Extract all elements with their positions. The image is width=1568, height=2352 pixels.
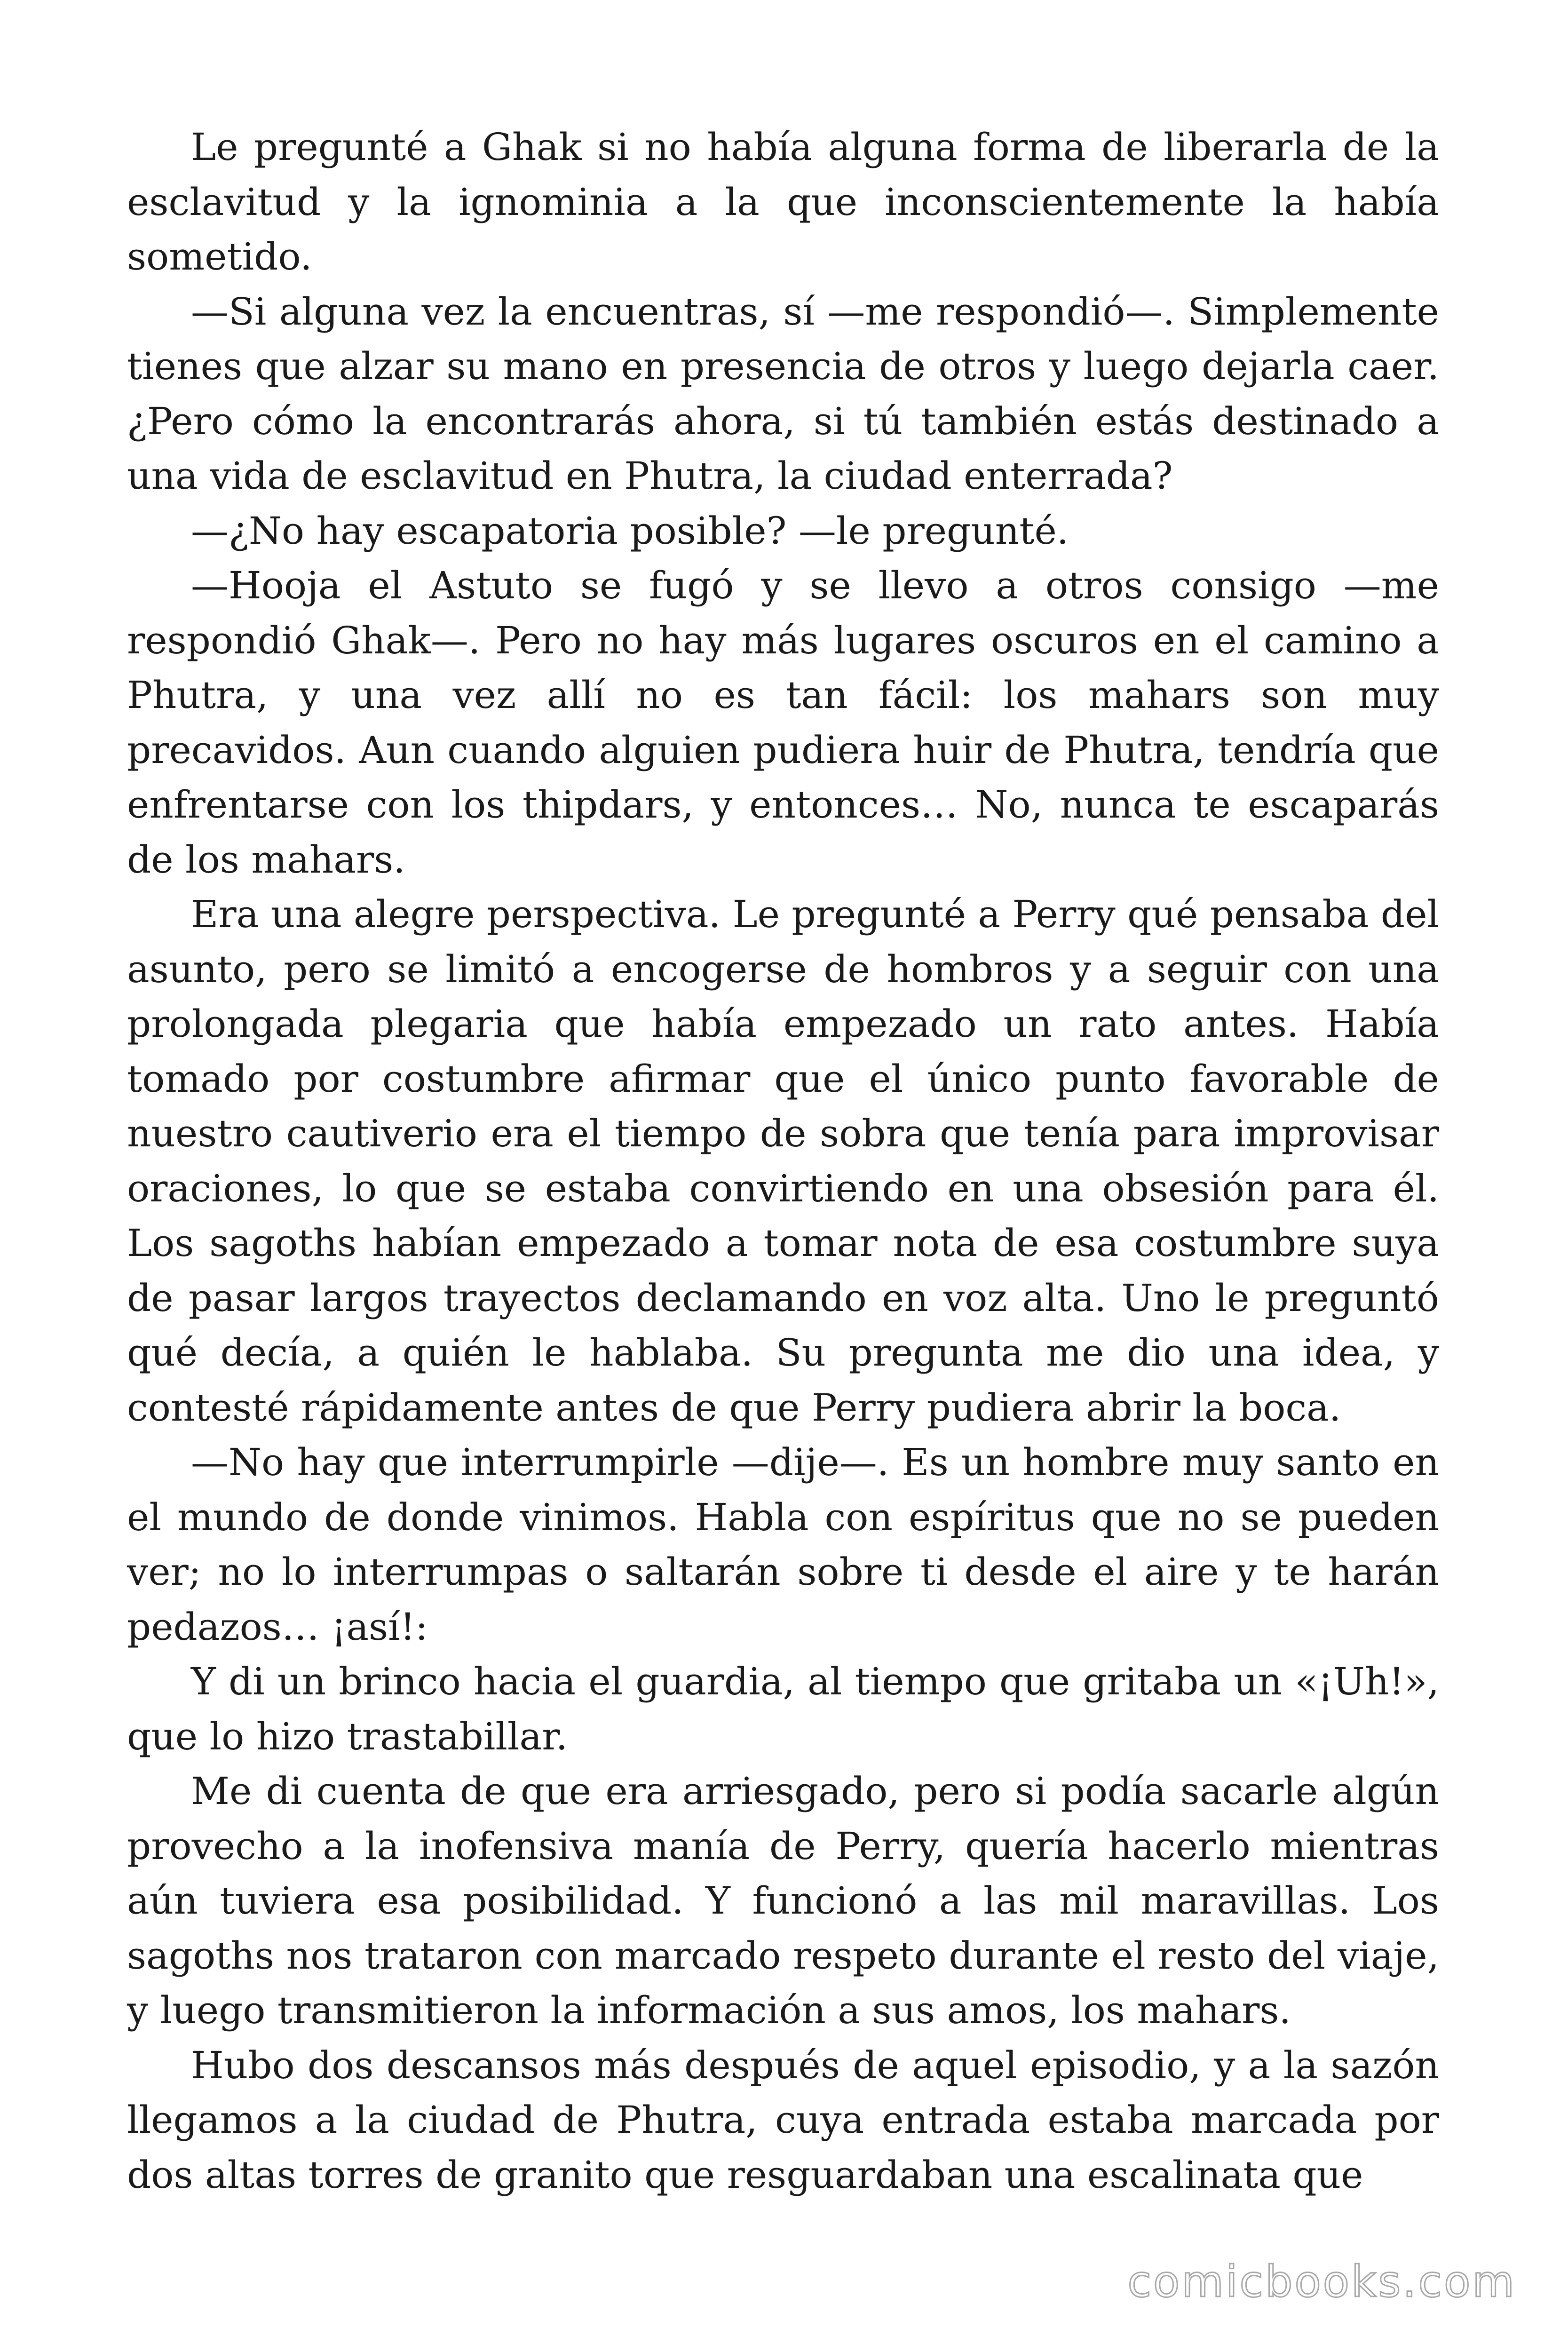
paragraph-2: —Si alguna vez la encuentras, sí —me respondió—. Simplemente tienes que alzar su mano en presencia de otros y luego dejarla caer. ¿Pero cómo la encontrarás ahora, si tú también estás destinado a una vida de esclavitud en Phutra, la ciudad enterrada? [127,289,1439,498]
watermark: comicbooks.com [1127,2257,1516,2307]
paragraph-4: —Hooja el Astuto se fugó y se llevo a otros consigo —me respondió Ghak—. Pero no hay más lugares oscuros en el camino a Phutra, y una vez allí no es tan fácil: los mahars son muy precavidos. Aun cuando alguien pudiera huir de Phutra, tendría que enfrentarse con los thipdars, y entonces… No, nunca te escaparás de los mahars. [127,564,1439,882]
paragraph-8: Me di cuenta de que era arriesgado, pero si podía sacarle algún provecho a la inofensiva manía de Perry, quería hacerlo mientras aún tuviera esa posibilidad. Y funcionó a las mil maravillas. Los sagoths nos trataron con marcado respeto durante el resto del viaje, y luego transmitieron la información a sus amos, los mahars. [127,1769,1439,2032]
paragraph-3: —¿No hay escapatoria posible? —le pregunté. [191,509,1069,553]
paragraph-5: Era una alegre perspectiva. Le pregunté a Perry qué pensaba del asunto, pero se limitó a encogerse de hombros y a seguir con una prolongada plegaria que había empezado un rato antes. Había tomado por costumbre afirmar que el único punto favorable de nuestro cautiverio era el tiempo de sobra que tenía para improvisar oraciones, lo que se estaba convirtiendo en una obsesión para él. Los sagoths habían empezado a tomar nota de esa costumbre suya de pasar largos trayectos declamando en voz alta. Uno le preguntó qué decía, a quién le hablaba. Su pregunta me dio una idea, y contesté rápidamente antes de que Perry pudiera abrir la boca. [127,892,1439,1430]
body-text [127,120,1439,2202]
paragraph-1: Le pregunté a Ghak si no había alguna forma de liberarla de la esclavitud y la ignominia a la que inconscientemente la había sometido. [127,125,1439,278]
paragraph-6: —No hay que interrumpirle —dije—. Es un hombre muy santo en el mundo de donde vinimos. Habla con espíritus que no se pueden ver; no lo interrumpas o saltarán sobre ti desde el aire y te harán pedazos… ¡así!: [127,1440,1439,1649]
paragraph-7: Y di un brinco hacia el guardia, al tiempo que gritaba un «¡Uh!», que lo hizo trastabillar. [127,1660,1439,1758]
paragraph-9: Hubo dos descansos más después de aquel episodio, y a la sazón llegamos a la ciudad de Phutra, cuya entrada estaba marcada por dos altas torres de granito que resguardaban una escalinata que [127,2043,1439,2197]
